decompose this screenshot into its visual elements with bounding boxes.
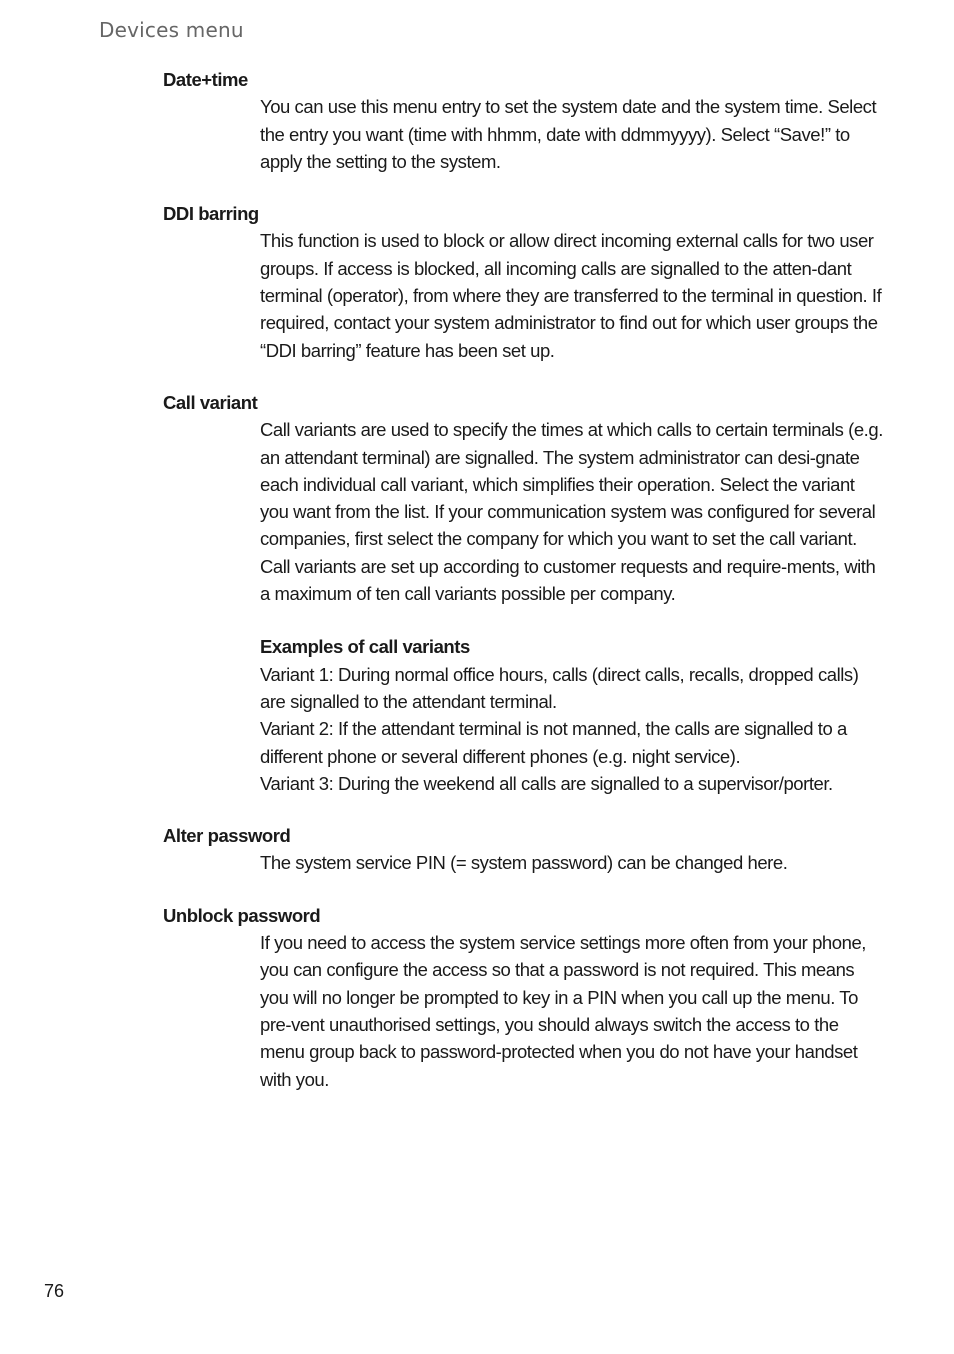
- paragraph: The system service PIN (= system password) can be changed here.: [260, 852, 788, 874]
- section-heading: Alter password: [163, 825, 291, 847]
- section-heading: DDI barring: [163, 203, 259, 225]
- page-number: 76: [44, 1281, 65, 1301]
- section-unblock-password: [163, 902, 883, 1093]
- page-content: [163, 66, 883, 1118]
- section-body: [260, 929, 883, 1093]
- section-body: [260, 227, 883, 363]
- section-ddi-barring: [163, 200, 883, 364]
- paragraph: This function is used to block or allow direct incoming external calls for two user groups. If access is blocked, all incoming calls are signalled to the atten-dant terminal (operator), from where they are transferred to the terminal in question. If required, contact your system administrator to find out for which user groups the “DDI barring” feature has been set up.: [260, 230, 882, 361]
- example-line: Variant 3: During the weekend all calls are signalled to a supervisor/porter.: [260, 772, 833, 794]
- section-body: [260, 849, 883, 876]
- section-heading: Date+time: [163, 69, 248, 90]
- paragraph: You can use this menu entry to set the system date and the system time. Select the entry you want (time with hhmm, date with ddmmyyyy). Select “Save!” to apply the setting to the system.: [260, 96, 877, 172]
- section-body: [260, 93, 883, 175]
- paragraph: If you need to access the system service settings more often from your phone, you can configure the access so that a password is not required. This means you will no longer be prompted to key in a PIN when you call up the menu. To pre-vent unauthorised settings, you should always switch the access to the menu group back to password-protected when you do not have your handset with you.: [260, 932, 866, 1090]
- running-header: Devices menu: [99, 18, 244, 42]
- example-line: Variant 1: During normal office hours, calls (direct calls, recalls, dropped calls) are signalled to the attendant terminal.: [260, 663, 859, 712]
- example-line: Variant 2: If the attendant terminal is not manned, the calls are signalled to a different phone or several different phones (e.g. night service).: [260, 718, 847, 767]
- section-heading: Unblock password: [163, 904, 321, 926]
- paragraph: Call variants are used to specify the times at which calls to certain terminals (e.g. an attendant terminal) are signalled. The system administrator can desi-gnate each individual call variant, which simplifies their operation. Select the variant you want from the list. If your communication system was configured for several companies, first select the company for which you want to set the call variant. Call variants are set up according to customer requests and require-ments, with a maximum of ten call variants possible per company.: [260, 419, 883, 605]
- section-heading: Call variant: [163, 391, 258, 413]
- section-body: [260, 416, 883, 797]
- section-call-variant: [163, 389, 883, 797]
- subsection-heading: Examples of call variants: [260, 636, 470, 658]
- section-date-time: [163, 66, 883, 175]
- section-alter-password: [163, 822, 883, 877]
- examples-subsection: [260, 633, 883, 797]
